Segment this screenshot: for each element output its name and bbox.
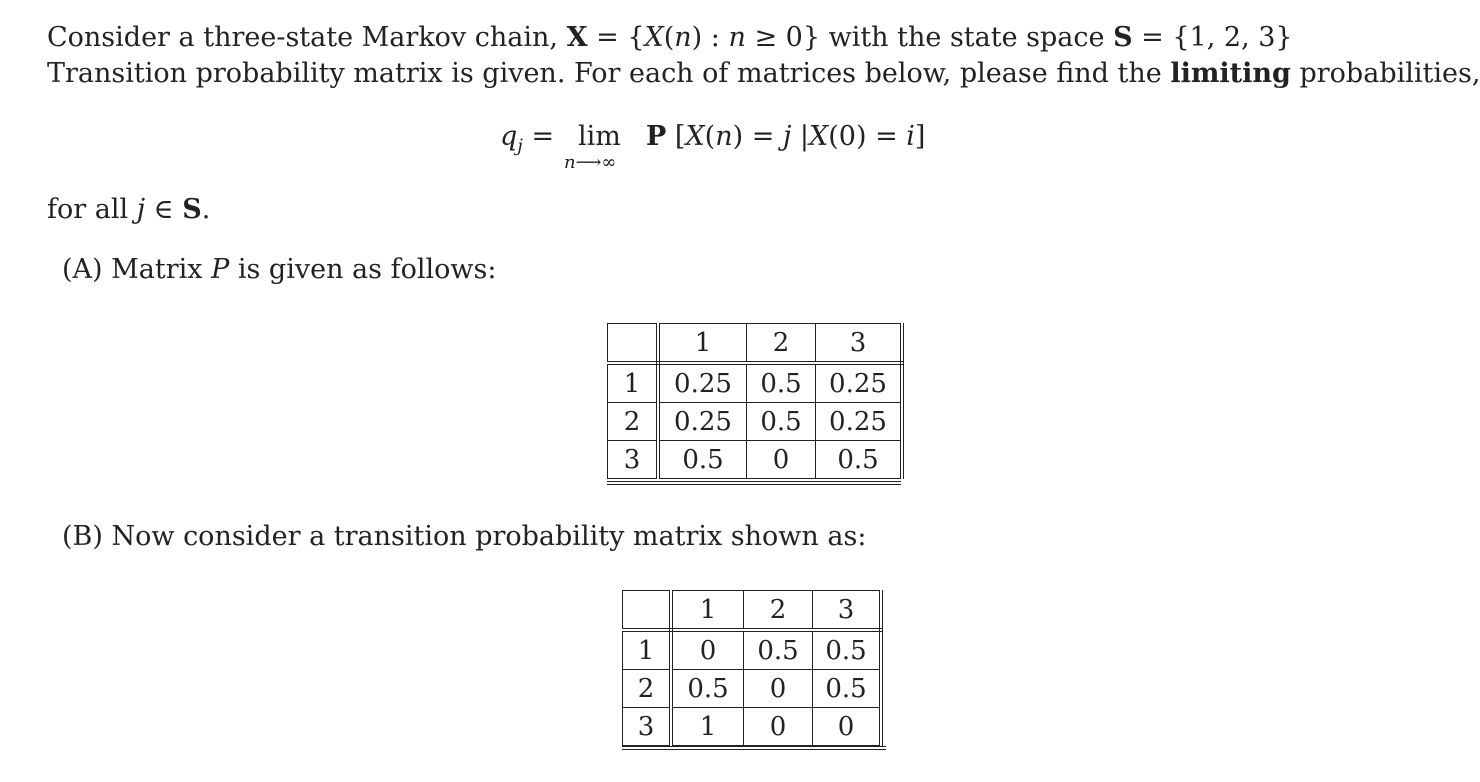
math-var: X — [685, 121, 705, 152]
lim-subscript: n⟶∞ — [564, 152, 617, 173]
matrix-row-header: 2 — [608, 403, 659, 441]
text: . — [201, 194, 211, 225]
state-space-symbol: S — [182, 194, 202, 225]
intro-text: ≥ 0} with the state space — [745, 22, 1114, 53]
matrix-cell: 0.5 — [747, 403, 816, 441]
matrix-row-header: 2 — [623, 670, 672, 708]
matrix-a — [607, 323, 904, 479]
matrix-row-header: 1 — [623, 630, 672, 670]
math-var: n — [674, 22, 692, 53]
intro-text: ( — [663, 22, 675, 53]
lim-operator: lim — [578, 121, 621, 152]
intro-text: = {1, 2, 3} — [1132, 22, 1293, 53]
math-var: n — [715, 121, 733, 152]
matrix-row-header: 3 — [623, 708, 672, 746]
math-var: X — [644, 22, 664, 53]
table-row — [623, 630, 882, 670]
math-var: X — [809, 121, 829, 152]
math-var: n — [728, 22, 746, 53]
matrix-a-header-row — [608, 324, 903, 364]
text: (A) Matrix — [62, 254, 212, 285]
math-subscript: j — [517, 135, 523, 157]
matrix-cell — [623, 591, 672, 631]
state-space-symbol: S — [1113, 22, 1133, 53]
intro-text: probabilities, — [1290, 58, 1480, 89]
probability-symbol: P — [646, 121, 667, 152]
matrix-a-bottom-rule — [607, 481, 901, 485]
matrix-cell: 1 — [671, 708, 744, 746]
matrix-cell: 0.25 — [816, 363, 903, 403]
math-op: ] — [914, 121, 926, 152]
math-op: [ — [666, 121, 686, 152]
matrix-cell: 0.25 — [816, 403, 903, 441]
matrix-cell: 0 — [744, 708, 813, 746]
math-op: ) = — [732, 121, 783, 152]
matrix-col-header: 1 — [671, 591, 744, 631]
table-row — [608, 363, 903, 403]
matrix-b — [622, 590, 883, 746]
matrix-col-header: 2 — [747, 324, 816, 364]
part-a-heading — [62, 256, 496, 283]
math-op: ( — [704, 121, 716, 152]
math-var: i — [906, 121, 915, 152]
forall-line — [47, 196, 210, 223]
matrix-col-header: 3 — [813, 591, 882, 631]
limit-formula — [500, 121, 554, 156]
part-b-heading: (B) Now consider a transition probability matrix shown as: — [62, 521, 867, 552]
matrix-cell: 0.5 — [658, 441, 747, 479]
matrix-row-header: 1 — [608, 363, 659, 403]
matrix-cell: 0.5 — [813, 630, 882, 670]
math-var: q — [500, 121, 518, 152]
math-op: | — [791, 121, 809, 152]
intro-line-1 — [47, 24, 1293, 51]
matrix-cell: 0 — [747, 441, 816, 479]
matrix-col-header: 3 — [816, 324, 903, 364]
intro-text: ) : — [691, 22, 729, 53]
table-row — [623, 708, 882, 746]
matrix-col-header: 1 — [658, 324, 747, 364]
chain-symbol: X — [566, 22, 588, 53]
table-row — [608, 441, 903, 479]
math-var: j — [136, 194, 146, 225]
matrix-row-header: 3 — [608, 441, 659, 479]
bold-limiting: limiting — [1170, 58, 1291, 89]
matrix-col-header: 2 — [744, 591, 813, 631]
intro-text: Transition probability matrix is given. For each of matrices below, please find the — [47, 58, 1171, 89]
intro-text: Consider a three-state Markov chain, — [47, 22, 567, 53]
intro-text: = { — [587, 22, 645, 53]
matrix-b-bottom-rule — [622, 746, 886, 750]
matrix-cell — [608, 324, 659, 364]
matrix-cell: 0.5 — [671, 670, 744, 708]
table-row — [608, 403, 903, 441]
matrix-cell: 0.5 — [744, 630, 813, 670]
matrix-cell: 0.5 — [816, 441, 903, 479]
matrix-cell: 0 — [744, 670, 813, 708]
text: is given as follows: — [229, 254, 497, 285]
table-row — [623, 670, 882, 708]
intro-line-2 — [47, 60, 1480, 87]
text: for all — [47, 194, 137, 225]
math-var: P — [211, 254, 230, 285]
matrix-cell: 0.25 — [658, 363, 747, 403]
matrix-cell: 0.5 — [747, 363, 816, 403]
math-var: j — [782, 121, 792, 152]
math-op: ∈ — [145, 194, 183, 225]
limit-formula-rhs — [646, 121, 925, 152]
math-op: = — [522, 121, 555, 152]
matrix-cell: 0 — [671, 630, 744, 670]
matrix-b-header-row — [623, 591, 882, 631]
matrix-cell: 0 — [813, 708, 882, 746]
matrix-cell: 0.25 — [658, 403, 747, 441]
math-op: (0) = — [828, 121, 907, 152]
matrix-cell: 0.5 — [813, 670, 882, 708]
